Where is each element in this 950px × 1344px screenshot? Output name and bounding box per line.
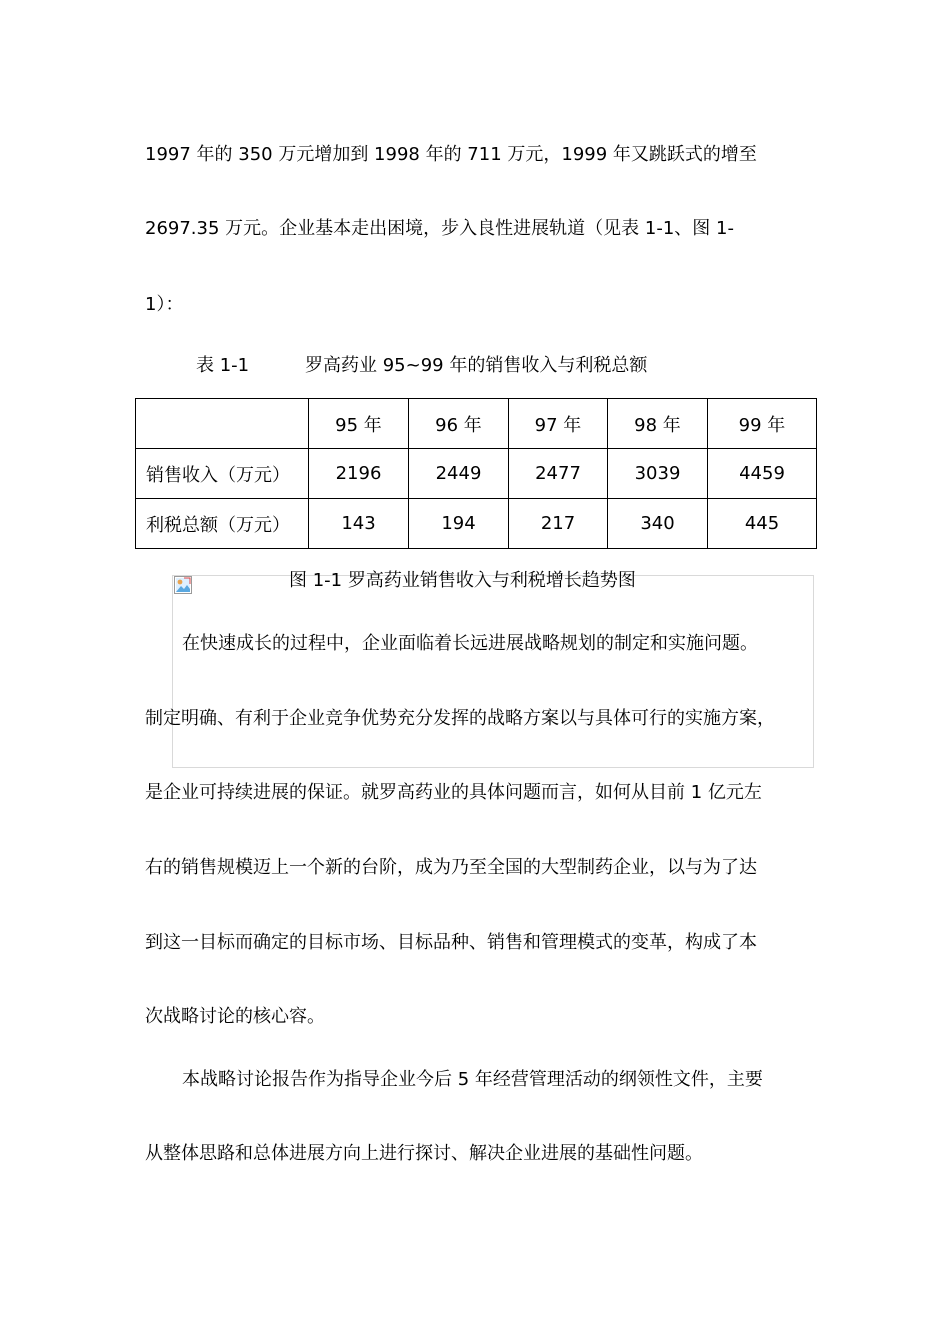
table-cell: 2477	[509, 449, 608, 499]
table-row-label: 销售收入（万元）	[136, 449, 309, 499]
figure-caption: 图 1-1 罗高药业销售收入与利税增长趋势图	[289, 570, 636, 591]
paragraph-2-line-4: 右的销售规模迈上一个新的台阶，成为乃至全国的大型制药企业，以与为了达	[145, 857, 757, 878]
paragraph-1-line-3: 1）：	[145, 294, 184, 315]
table-header-cell: 97 年	[509, 399, 608, 449]
table-cell: 4459	[708, 449, 817, 499]
table-caption-title: 罗高药业 95~99 年的销售收入与利税总额	[305, 355, 648, 376]
paragraph-1-line-2: 2697.35 万元。企业基本走出困境，步入良性进展轨道（见表 1-1、图 1-	[145, 218, 734, 239]
table-cell: 340	[608, 499, 708, 549]
paragraph-3-line-2: 从整体思路和总体进展方向上进行探讨、解决企业进展的基础性问题。	[145, 1143, 703, 1164]
table-row	[136, 449, 817, 499]
table-caption-label: 表 1-1	[196, 355, 250, 376]
table-header-cell: 99 年	[708, 399, 817, 449]
table-header-cell: 95 年	[309, 399, 409, 449]
paragraph-2-line-5: 到这一目标而确定的目标市场、目标品种、销售和管理模式的变革，构成了本	[145, 932, 757, 953]
paragraph-3-line-1: 本战略讨论报告作为指导企业今后 5 年经营管理活动的纲领性文件，主要	[182, 1069, 763, 1090]
figure-image-frame	[172, 575, 814, 768]
table-header-cell	[136, 399, 309, 449]
paragraph-1-line-1: 1997 年的 350 万元增加到 1998 年的 711 万元，1999 年又跳跃式的增至	[145, 144, 757, 165]
table-cell: 2196	[309, 449, 409, 499]
paragraph-2-line-3: 是企业可持续进展的保证。就罗高药业的具体问题而言，如何从目前 1 亿元左	[145, 782, 762, 803]
broken-image-icon	[174, 576, 192, 594]
table-cell: 194	[409, 499, 509, 549]
paragraph-2-line-2: 制定明确、有利于企业竞争优势充分发挥的战略方案以与具体可行的实施方案，	[145, 708, 775, 729]
table-header-cell: 96 年	[409, 399, 509, 449]
table-cell: 445	[708, 499, 817, 549]
sales-tax-table	[135, 398, 817, 549]
table-header-cell: 98 年	[608, 399, 708, 449]
table-header-row	[136, 399, 817, 449]
table-cell: 2449	[409, 449, 509, 499]
table-cell: 3039	[608, 449, 708, 499]
table-cell: 217	[509, 499, 608, 549]
paragraph-2-line-1: 在快速成长的过程中，企业面临着长远进展战略规划的制定和实施问题。	[182, 633, 758, 654]
table-row-label: 利税总额（万元）	[136, 499, 309, 549]
paragraph-2-line-6: 次战略讨论的核心容。	[145, 1006, 325, 1027]
table-row	[136, 499, 817, 549]
table-cell: 143	[309, 499, 409, 549]
